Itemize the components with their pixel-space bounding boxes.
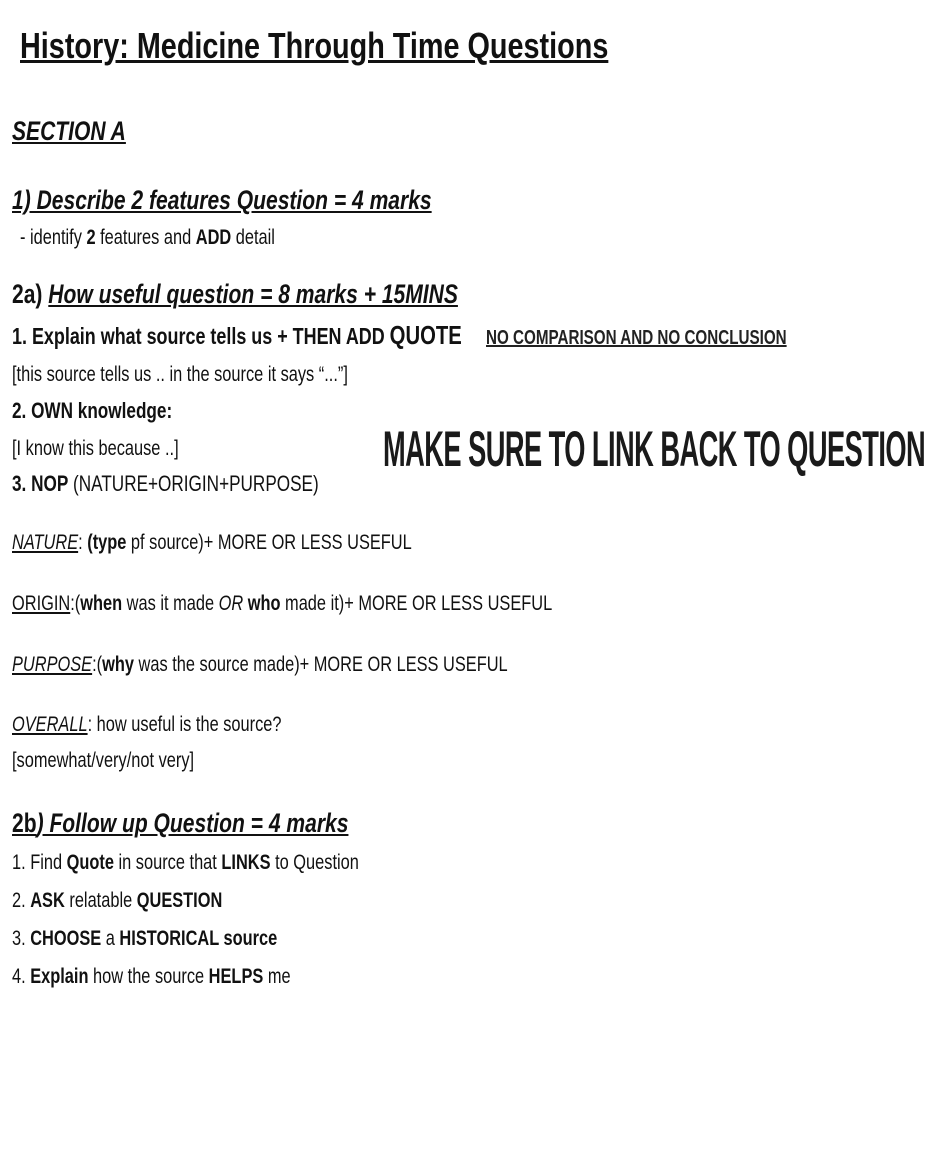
step-text: in source that [113,851,222,874]
q2a-step2-text: 2. OWN knowledge: [12,398,173,423]
nature-line [12,530,412,556]
origin-keyword-who: who [247,592,281,615]
page-title: History: Medicine Through Time Questions [20,25,609,66]
step-number: 4. [12,965,31,988]
origin-line [12,591,552,617]
step-text: how the source [88,965,209,988]
q2b-step [12,926,277,952]
q1-detail-number: 2 [86,226,96,249]
q2a-step2 [12,398,172,424]
q1-detail-text: detail [231,226,275,249]
q1-detail-add: ADD [195,226,232,249]
q2a-step3 [12,471,319,497]
step-text: me [263,965,291,988]
q1-heading [12,184,432,216]
nature-keyword: type [92,531,127,554]
q2a-heading [12,278,458,310]
nature-text: pf source)+ MORE OR LESS USEFUL [126,531,412,554]
overall-label: OVERALL [12,713,88,736]
origin-or: OR [218,592,244,615]
step-keyword: Explain [30,965,89,988]
q2b-step [12,850,359,876]
step-keyword: HISTORICAL source [119,927,278,950]
q2b-heading-text: ) Follow up Question = 4 marks [36,808,349,838]
step-text: a [101,927,120,950]
step-number: 2. [12,889,31,912]
q2b-heading [12,807,348,839]
step-keyword: Quote [66,851,114,874]
q2b-step [12,888,222,914]
step-text: relatable [64,889,137,912]
overall-options: [somewhat/very/not very] [12,749,195,772]
origin-keyword-when: when [80,592,123,615]
section-a-heading: SECTION A [12,116,126,146]
origin-label: ORIGIN [12,592,71,615]
step-keyword: ASK [30,889,65,912]
q2a-step1-text: 1. Explain what source tells us + THEN ADD [12,323,390,349]
q2a-step3-text: (NATURE+ORIGIN+PURPOSE) [68,471,319,496]
q2b-step [12,964,291,990]
step-number: 1. Find [12,851,67,874]
q2a-step1-example: [this source tells us .. in the source it says “...”] [12,363,348,386]
purpose-text: was the source made)+ MORE OR LESS USEFUL [133,653,508,676]
origin-text: was it made [122,592,219,615]
step-keyword: HELPS [208,965,264,988]
purpose-label: PURPOSE [12,653,93,676]
origin-text: :( [70,592,81,615]
step-keyword: QUESTION [136,889,223,912]
no-comparison-note: NO COMPARISON AND NO CONCLUSION [486,327,787,349]
nature-text: ( [87,531,93,554]
step-text: to Question [270,851,359,874]
purpose-keyword: why [102,653,134,676]
step-keyword: LINKS [221,851,271,874]
q2a-step1 [12,321,462,350]
purpose-text: :( [92,653,103,676]
q2a-step2-example: [I know this because ..] [12,437,179,460]
q2a-step3-nop: 3. NOP [12,471,69,496]
q1-detail-text: - identify [20,226,87,249]
q1-detail [20,225,275,251]
overall-line [12,712,282,738]
origin-text: made it)+ MORE OR LESS USEFUL [280,592,553,615]
q1-heading-text: 1) Describe 2 features Question = 4 marks [12,185,432,215]
q2a-step1-quote: QUOTE [389,320,462,350]
nature-label: NATURE [12,531,79,554]
q1-detail-text: features and [95,226,196,249]
purpose-line [12,652,508,678]
overall-text: : how useful is the source? [87,713,282,736]
step-keyword: CHOOSE [30,927,102,950]
link-back-note: MAKE SURE TO LINK BACK TO QUESTION [383,421,925,477]
step-number: 3. [12,927,31,950]
nature-text: : [78,531,88,554]
q2a-heading-text: How useful question = 8 marks + 15MINS [48,279,458,309]
q2a-prefix: 2a) [12,279,49,309]
q2b-prefix: 2b [12,808,37,838]
